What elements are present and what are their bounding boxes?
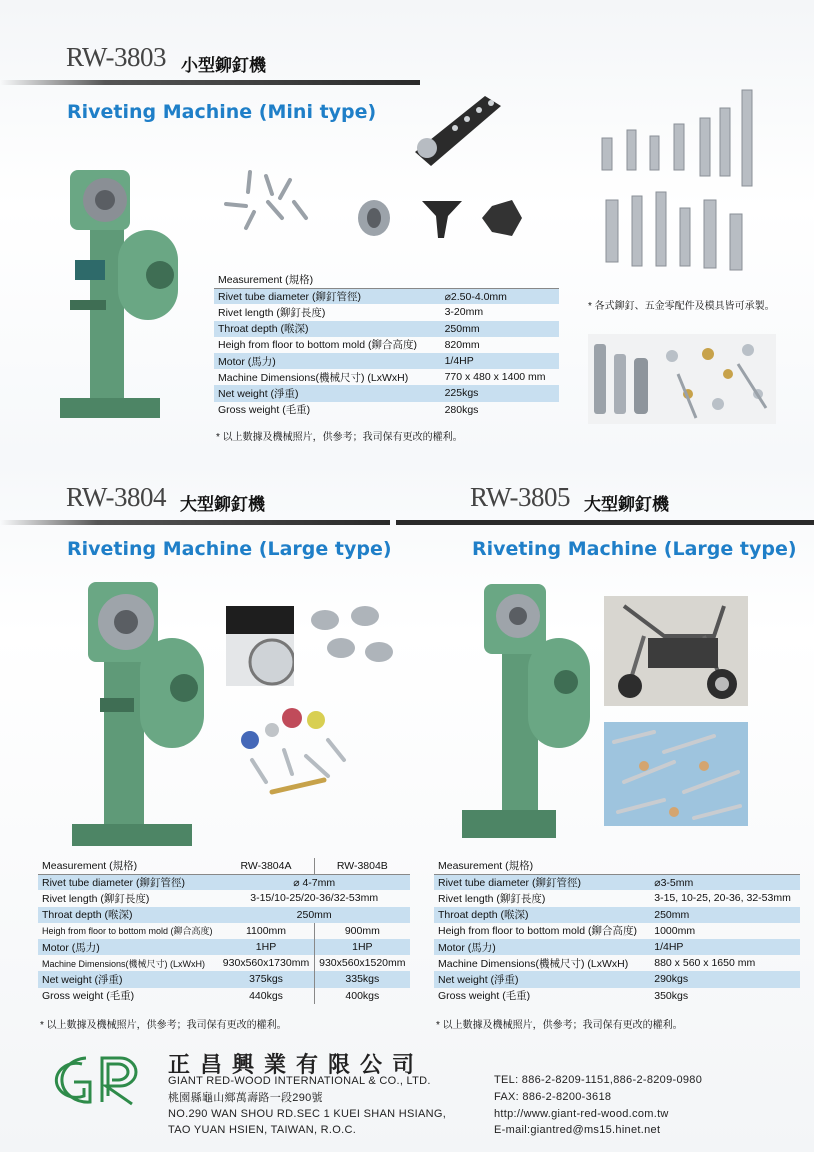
title-rule: [0, 520, 390, 525]
spec-row: [38, 907, 410, 923]
address-line-2: TAO YUAN HSIEN, TAIWAN, R.O.C.: [168, 1124, 357, 1136]
spec-header: Measurement (規格): [214, 272, 559, 288]
spec-label: Rivet length (鉚釘長度): [438, 892, 546, 905]
spec-header: Measurement (規格): [434, 858, 800, 874]
spec-value-a: 930x560x1730mm: [222, 957, 310, 970]
spec-value: 3-20mm: [444, 306, 484, 319]
spec-row: [214, 304, 559, 320]
spec-value: 880 x 560 x 1650 mm: [654, 957, 756, 970]
section-subtitle: Riveting Machine (Large type): [67, 538, 392, 560]
spec-label: Net weight (淨重): [38, 971, 218, 987]
spec-value: 280kgs: [444, 403, 479, 416]
title-rule: [396, 520, 814, 525]
spec-value: 1/4HP: [648, 939, 800, 955]
spec-row: [38, 874, 410, 890]
spec-row: [434, 939, 800, 955]
spec-value: 820mm: [444, 338, 480, 351]
spec-value: 770 x 480 x 1400 mm: [444, 371, 546, 384]
riveting-machine-image: [458, 578, 598, 846]
address-chinese: 桃園縣龜山鄉萬壽路一段290號: [168, 1092, 323, 1104]
spec-value: ⌀2.50-4.0mm: [439, 288, 559, 304]
spec-row: [434, 988, 800, 1004]
spec-label: Throat depth (喉深): [38, 907, 218, 923]
column-header-b: RW-3804B: [314, 858, 410, 874]
spec-label: Machine Dimensions(機械尺寸) (LxWxH): [42, 958, 206, 969]
website-link[interactable]: http://www.giant-red-wood.com.tw: [494, 1108, 669, 1120]
fax: FAX: 886-2-8200-3618: [494, 1091, 612, 1103]
model-title: RW-3805: [470, 482, 571, 512]
spec-label: Gross weight (毛重): [438, 990, 531, 1003]
spec-value-b: 930x560x1520mm: [314, 955, 410, 971]
spec-row: [214, 337, 559, 353]
spec-row: [434, 890, 800, 906]
disclaimer-note: * 以上數據及機械照片，供參考；我司保有更改的權利。: [436, 1020, 683, 1031]
spec-label: Machine Dimensions(機械尺寸) (LxWxH): [438, 957, 629, 970]
model-title: RW-3804: [66, 482, 167, 512]
spec-header: Measurement (規格): [38, 858, 218, 874]
spec-table: [214, 272, 559, 418]
spec-label: Motor (馬力): [214, 353, 439, 369]
telephone: TEL: 886-2-8209-1151,886-2-8209-0980: [494, 1074, 703, 1086]
spec-value: 1000mm: [654, 924, 696, 937]
company-chinese-name: 正昌興業有限公司: [168, 1053, 425, 1078]
spec-row: [434, 955, 800, 971]
spec-label: Rivet length (鉚釘長度): [218, 306, 326, 319]
spec-label: Heigh from floor to bottom mold (鉚合高度): [438, 925, 637, 938]
spec-label: Gross weight (毛重): [42, 990, 135, 1003]
spec-row: [214, 402, 559, 418]
model-chinese-title: 大型鉚釘機: [584, 495, 669, 515]
riveting-machine-image: [60, 578, 210, 850]
rivet-parts-image: [352, 196, 532, 241]
spec-value: 250mm: [218, 907, 410, 923]
spec-row: [38, 939, 410, 955]
spec-value: 250mm: [648, 907, 800, 923]
spec-label: Throat depth (喉深): [214, 321, 439, 337]
spec-label: Rivet tube diameter (鉚釘管徑): [214, 288, 439, 304]
spec-value-b: 335kgs: [314, 971, 410, 987]
spec-value-b: 900mm: [314, 923, 410, 939]
spec-value: 290kgs: [648, 971, 800, 987]
spec-label: Net weight (淨重): [214, 385, 439, 401]
title-rule: [0, 80, 420, 85]
model-chinese-title: 大型鉚釘機: [180, 495, 265, 515]
spec-label: Rivet tube diameter (鉚釘管徑): [38, 874, 218, 890]
section-subtitle: Riveting Machine (Large type): [472, 538, 797, 560]
spec-row: [434, 971, 800, 987]
parts-note: * 各式鉚釘、五金零配件及模具皆可承製。: [588, 301, 775, 312]
spec-value: 250mm: [439, 321, 559, 337]
spec-value-b: 400kgs: [314, 988, 410, 1004]
spec-value: 350kgs: [654, 989, 689, 1002]
company-english-name: GIANT RED-WOOD INTERNATIONAL & CO., LTD.: [168, 1075, 431, 1087]
spec-row: [214, 353, 559, 369]
baby-stroller-image: [604, 596, 748, 706]
spec-row: [38, 955, 410, 971]
spec-row: [214, 369, 559, 385]
spec-row: [38, 890, 410, 906]
model-chinese-title: 小型鉚釘機: [181, 56, 266, 76]
rivets-image: [220, 168, 320, 233]
spec-value-a: 375kgs: [218, 971, 314, 987]
spec-row: [214, 321, 559, 337]
spec-label: Heigh from floor to bottom mold (鉚合高度): [42, 926, 213, 937]
spec-table: [38, 858, 410, 1004]
spec-row: [434, 874, 800, 890]
riveting-dies-image: [592, 88, 762, 278]
spec-label: Gross weight (毛重): [218, 404, 311, 417]
spec-value: ⌀3-5mm: [648, 874, 800, 890]
spec-row: [214, 385, 559, 401]
spec-value: 1/4HP: [439, 353, 559, 369]
disclaimer-note: * 以上數據及機械照片，供參考；我司保有更改的權利。: [216, 432, 463, 443]
spec-label: Motor (馬力): [434, 939, 648, 955]
address-line-1: NO.290 WAN SHOU RD.SEC 1 KUEI SHAN HSIANG,: [168, 1108, 447, 1120]
spec-value-b: 1HP: [314, 939, 410, 955]
spec-label: Rivet length (鉚釘長度): [42, 892, 150, 905]
spec-label: Net weight (淨重): [434, 971, 648, 987]
assorted-rivets-image: [604, 722, 748, 826]
spec-table: [434, 858, 800, 1004]
spec-label: Heigh from floor to bottom mold (鉚合高度): [218, 339, 417, 352]
assorted-parts-image: [588, 334, 776, 424]
spec-row: [38, 988, 410, 1004]
spec-label: Motor (馬力): [38, 939, 218, 955]
company-logo-icon: [46, 1050, 146, 1110]
spec-label: Machine Dimensions(機械尺寸) (LxWxH): [218, 371, 409, 384]
spec-row: [214, 288, 559, 304]
spec-row: [434, 907, 800, 923]
spec-row: [38, 923, 410, 939]
email-link[interactable]: E-mail:giantred@ms15.hinet.net: [494, 1124, 661, 1136]
model-title: RW-3803: [66, 42, 167, 72]
spec-value: 3-15, 10-25, 20-36, 32-53mm: [654, 892, 791, 905]
riveting-machine-image: [50, 160, 180, 422]
colored-rivets-image: [232, 700, 362, 798]
spec-value-a: 1HP: [218, 939, 314, 955]
spec-row: [434, 923, 800, 939]
disclaimer-note: * 以上數據及機械照片，供參考；我司保有更改的權利。: [40, 1020, 287, 1031]
tubular-rivets-image: [305, 600, 400, 672]
column-header-a: RW-3804A: [218, 858, 314, 874]
spec-value: 3-15/10-25/20-36/32-53mm: [250, 892, 379, 905]
spec-value: 225kgs: [439, 385, 559, 401]
spec-label: Rivet tube diameter (鉚釘管徑): [434, 874, 648, 890]
section-subtitle: Riveting Machine (Mini type): [67, 101, 377, 123]
spec-value-a: 440kgs: [249, 989, 283, 1002]
spec-row: [38, 971, 410, 987]
spec-value: ⌀ 4-7mm: [218, 874, 410, 890]
spec-label: Throat depth (喉深): [434, 907, 648, 923]
caster-wheel-image: [226, 606, 294, 686]
metal-bracket-image: [405, 92, 505, 174]
spec-value-a: 1100mm: [245, 924, 287, 937]
